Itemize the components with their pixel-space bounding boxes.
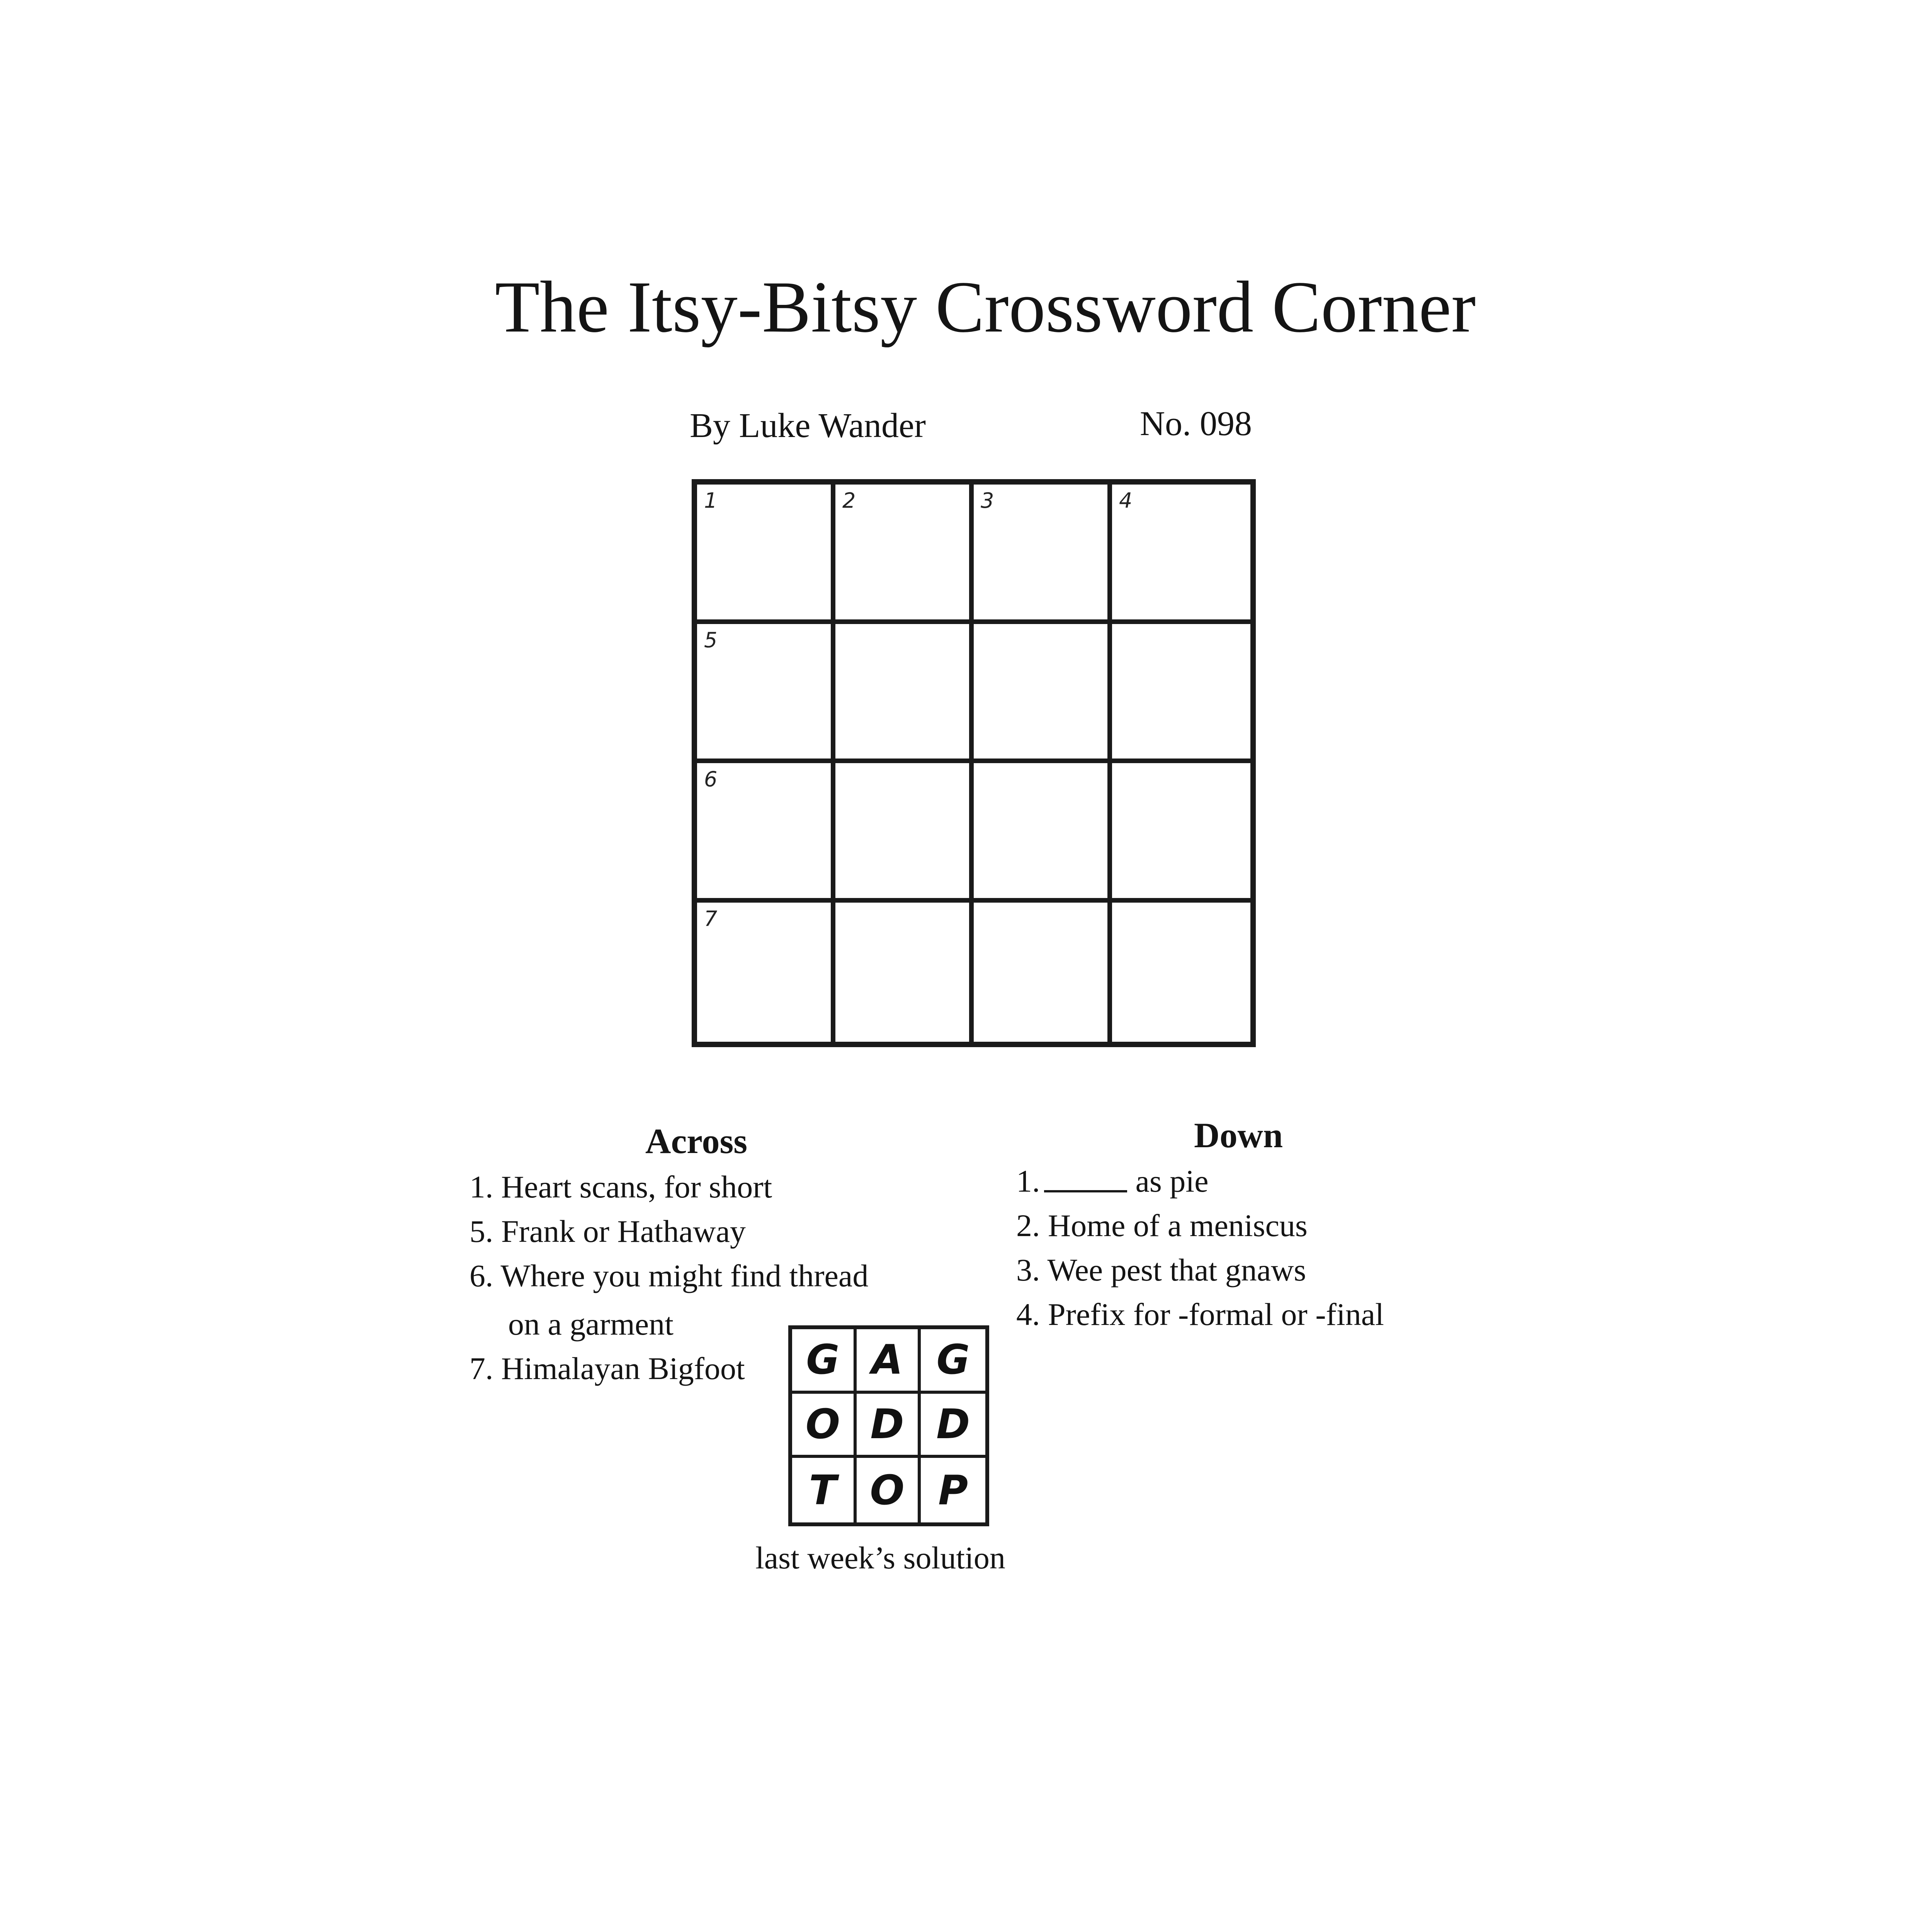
down-clue-4: 4. Prefix for -formal or -final [1016,1297,1384,1332]
grid-cell[interactable] [974,763,1112,903]
solution-letter: D [921,1394,985,1458]
grid-cell[interactable] [835,903,974,1042]
page-title: The Itsy-Bitsy Crossword Corner [495,267,1476,348]
grid-cell[interactable] [1112,624,1250,764]
cell-number: 3 [981,488,994,513]
cell-number: 2 [842,488,856,513]
grid-cell[interactable] [974,903,1112,1042]
across-heading: Across [645,1121,748,1161]
grid-cell[interactable] [835,485,974,624]
byline: By Luke Wander [690,406,926,445]
grid-cell[interactable] [835,624,974,764]
down-clue-1-text: as pie [1135,1163,1209,1199]
issue-number: No. 098 [1140,405,1252,443]
grid-cell[interactable] [1112,485,1250,624]
across-clue-5: 5. Frank or Hathaway [469,1214,746,1249]
cell-number: 5 [704,628,718,652]
across-clue-6-continued: on a garment [508,1306,674,1342]
down-clue-3: 3. Wee pest that gnaws [1016,1252,1306,1287]
grid-cell[interactable] [697,763,835,903]
across-clue-6: 6. Where you might find thread [469,1258,869,1293]
down-clue-2: 2. Home of a meniscus [1016,1208,1308,1243]
solution-letter: A [857,1329,921,1394]
answer-blank [1044,1190,1127,1192]
grid-cell[interactable] [697,624,835,764]
down-clue-1 [1016,1163,1208,1199]
cell-number: 6 [704,767,718,791]
cell-number: 7 [704,906,718,931]
grid-cell[interactable] [697,485,835,624]
solution-letter: O [792,1394,857,1458]
solution-letter: T [792,1458,857,1522]
solution-caption: last week’s solution [755,1540,1005,1575]
solution-letter: P [938,1466,968,1514]
solution-grid [788,1325,989,1526]
solution-letter: D [857,1394,921,1458]
cell-number: 1 [704,488,718,513]
down-heading: Down [1194,1116,1283,1155]
across-clue-7: 7. Himalayan Bigfoot [469,1351,745,1386]
crossword-grid [692,479,1256,1047]
solution-letter: O [857,1458,921,1522]
cell-number: 4 [1119,488,1133,513]
grid-cell[interactable] [1112,763,1250,903]
solution-letter: G [921,1329,985,1394]
grid-cell[interactable] [835,763,974,903]
grid-cell[interactable] [974,485,1112,624]
solution-letter: G [792,1329,857,1394]
grid-cell[interactable] [697,903,835,1042]
grid-cell[interactable] [974,624,1112,764]
down-clue-1-number: 1. [1016,1163,1040,1199]
across-clue-1: 1. Heart scans, for short [469,1169,772,1204]
grid-cell[interactable] [1112,903,1250,1042]
